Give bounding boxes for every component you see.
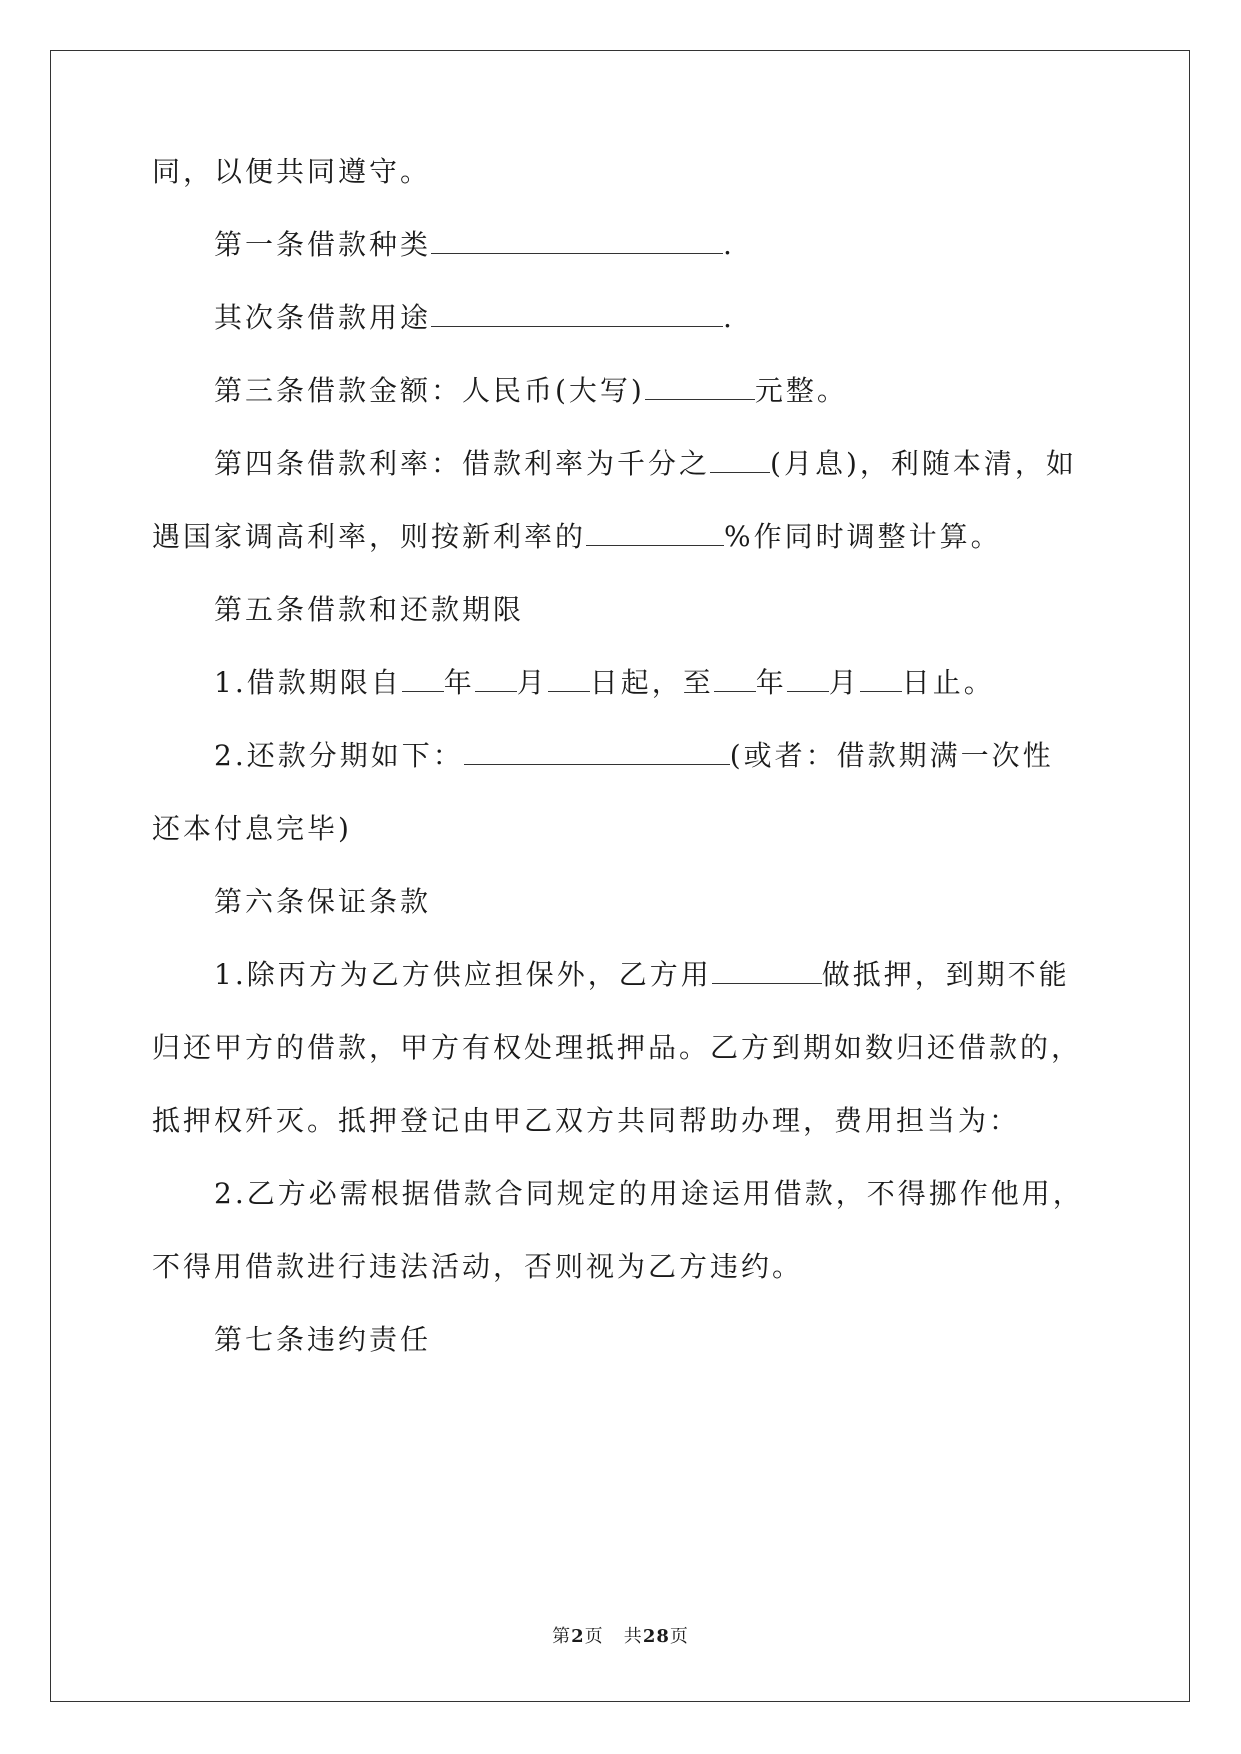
blank-end-day[interactable] xyxy=(860,667,902,692)
clause-6-heading: 第六条保证条款 xyxy=(214,885,432,918)
blank-start-year[interactable] xyxy=(402,667,444,692)
guarantee-line: 1.除丙方为乙方供应担保外，乙方用 做抵押，到期不能 xyxy=(214,958,1070,991)
text-line: 同，以便共同遵守。 xyxy=(152,155,432,188)
blank-end-year[interactable] xyxy=(714,667,756,692)
blank-new-rate[interactable] xyxy=(586,521,724,546)
text-line: 还本付息完毕) xyxy=(152,812,352,845)
text-line: 归还甲方的借款，甲方有权处理抵押品。乙方到期如数归还借款的， xyxy=(152,1031,1083,1064)
blank-start-month[interactable] xyxy=(475,667,517,692)
page-frame xyxy=(50,50,1190,1702)
repayment-line: 2.还款分期如下： (或者：借款期满一次性 xyxy=(214,739,1054,772)
text-line: 遇国家调高利率，则按新利率的 %作同时调整计算。 xyxy=(152,520,1002,553)
blank-rate[interactable] xyxy=(710,448,770,473)
blank-loan-type[interactable] xyxy=(431,229,723,254)
blank-amount[interactable] xyxy=(645,375,755,400)
clause-3-loan-amount: 第三条借款金额：人民币(大写) 元整。 xyxy=(214,374,848,407)
blank-repayment[interactable] xyxy=(464,740,730,765)
clause-5-heading: 第五条借款和还款期限 xyxy=(214,593,525,626)
text-line: 不得用借款进行违法活动，否则视为乙方违约。 xyxy=(152,1250,804,1283)
page-number: 第2页 共28页 xyxy=(552,1626,689,1647)
blank-end-month[interactable] xyxy=(787,667,829,692)
text-line: 抵押权歼灭。抵押登记由甲乙双方共同帮助办理，费用担当为： xyxy=(152,1104,1021,1137)
clause-4-interest-rate: 第四条借款利率：借款利率为千分之 (月息)，利随本清，如 xyxy=(214,447,1077,480)
blank-collateral[interactable] xyxy=(712,959,822,984)
loan-term-line: 1.借款期限自 年 月 日起，至 年 月 日止。 xyxy=(214,666,995,699)
clause-7-heading: 第七条违约责任 xyxy=(214,1323,432,1356)
blank-loan-purpose[interactable] xyxy=(431,302,723,327)
blank-start-day[interactable] xyxy=(548,667,590,692)
text-line: 2.乙方必需根据借款合同规定的用途运用借款，不得挪作他用， xyxy=(214,1177,1084,1210)
clause-2-loan-purpose: 其次条借款用途 . xyxy=(214,301,735,334)
clause-1-loan-type: 第一条借款种类 . xyxy=(214,228,735,261)
